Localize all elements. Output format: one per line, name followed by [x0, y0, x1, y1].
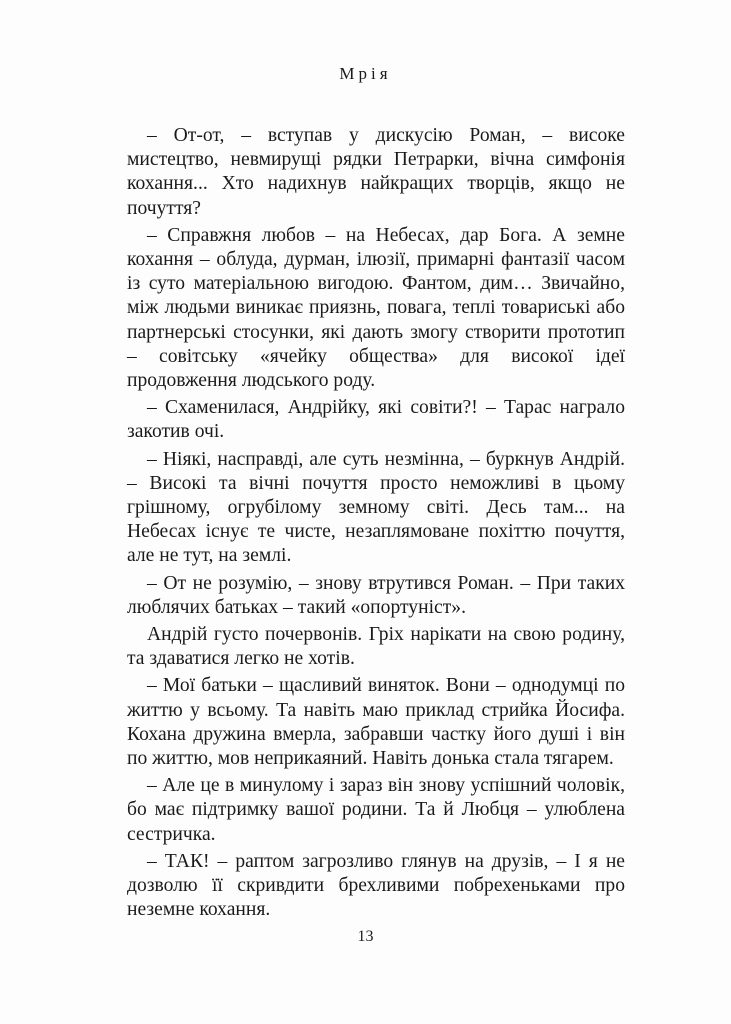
body-text [127, 124, 625, 926]
paragraph: – Мої батьки – щасливий виняток. Вони – однодумці по життю у всьому. Та навіть маю приклад стрийка Йосифа. Кохана дружина вмерла, забравши частку його душі і він по життю, мов неприкаяний. Навіть донька стала тягарем. [127, 675, 625, 770]
paragraph: – Схаменилася, Андрійку, які совіти?! – Тарас награло закотив очі. [127, 397, 625, 443]
paragraph: – От-от, – вступав у дискусію Роман, – високе мистецтво, невмирущі рядки Петрарки, вічна симфонія кохання... Хто надихнув найкращих творців, якщо не почуття? [127, 125, 625, 219]
page-number: 13 [357, 928, 374, 945]
paragraph: Андрій густо почервонів. Гріх нарікати на свою родину, та здаватися легко не хотів. [127, 624, 625, 670]
running-title: Мрія [339, 64, 392, 83]
paragraph: – Ніякі, насправді, але суть незмінна, – буркнув Андрій. – Високі та вічні почуття просто неможливі в цьому грішному, огрубілому земному світі. Десь там... на Небесах існує те чисте, незаплямоване похіттю почуття, але не тут, на землі. [127, 448, 625, 567]
paragraph: – От не розумію, – знову втрутився Роман. – При таких люблячих батьках – такий «опортуніст». [127, 572, 625, 618]
paragraph: – Справжня любов – на Небесах, дар Бога. А земне кохання – облуда, дурман, ілюзії, примарні фантазії часом із суто матеріальною вигодою. Фантом, дим… Звичайно, між людьми виникає приязнь, повага, теплі товариські або партнерські стосунки, які дають змогу створити прототип – совітську «ячейку общества» для високої ідеї продовження людського роду. [127, 224, 625, 392]
paragraph: – Але це в минулому і зараз він знову успішний чоловік, бо має підтримку вашої родини. Та й Любця – улюблена сестричка. [127, 775, 625, 845]
paragraph: – ТАК! – раптом загрозливо глянув на друзів, – І я не дозволю її скривдити брехливими побрехеньками про неземне кохання. [127, 850, 625, 921]
